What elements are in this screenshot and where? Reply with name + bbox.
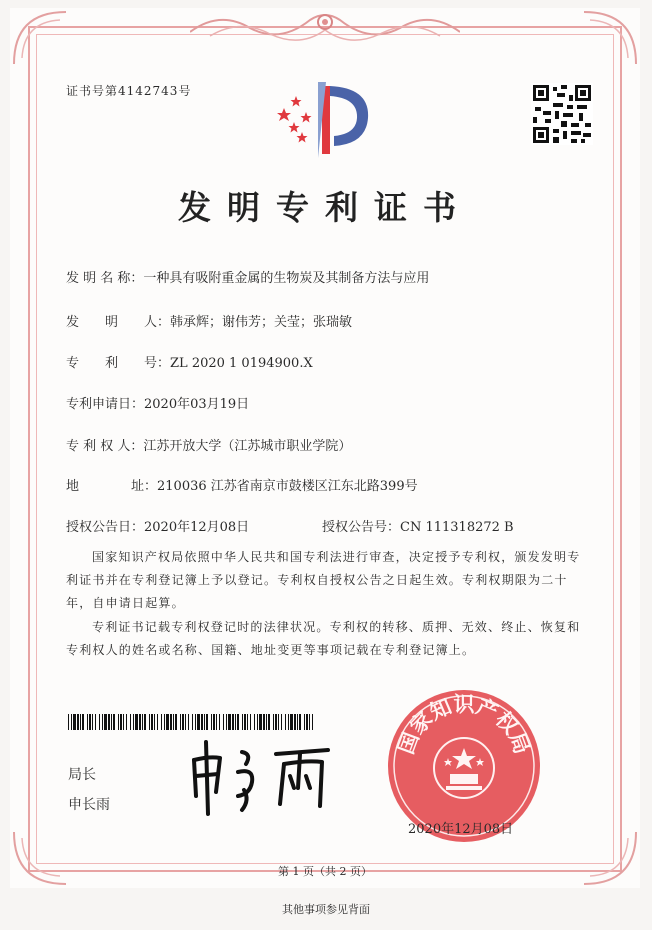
field-grant-number (322, 516, 514, 535)
field-label: 发 明 人： (66, 315, 171, 330)
signature-image (180, 730, 340, 820)
field-address (66, 475, 418, 494)
certificate-page (10, 8, 640, 888)
corner-ornament-br (580, 828, 640, 888)
field-value: ZL 2020 1 0194900.X (170, 356, 313, 371)
field-value: 2020年03月19日 (144, 397, 250, 412)
field-value: 一种具有吸附重金属的生物炭及其制备方法与应用 (143, 271, 430, 286)
barcode-icon (68, 714, 318, 730)
field-label: 授权公告号： (322, 520, 401, 535)
signatory-title: 局长 (68, 767, 96, 783)
seal-date: 2020年12月08日 (408, 822, 514, 837)
field-value: 江苏开放大学（江苏城市职业学院） (143, 439, 352, 454)
certificate-number: 证书号第4142743号 (66, 84, 192, 98)
top-ornament (190, 8, 460, 50)
field-value: 210036 江苏省南京市鼓楼区江东北路399号 (157, 479, 418, 494)
footer-note: 其他事项参见背面 (282, 903, 370, 916)
grant-statement-paragraph: 国家知识产权局依照中华人民共和国专利法进行审查，决定授予专利权，颁发发明专利证书并在专利登记簿上予以登记。专利权自授权公告之日起生效。专利权期限为二十年，自申请日起算。 (66, 550, 581, 610)
legal-status-paragraph: 专利证书记载专利权登记时的法律状况。专利权的转移、质押、无效、终止、恢复和专利权人的姓名或名称、国籍、地址变更等事项记载在专利登记簿上。 (66, 620, 581, 657)
field-value: 2020年12月08日 (144, 520, 250, 535)
page-indicator: 第 1 页（共 2 页） (278, 865, 372, 878)
field-invention-name (66, 267, 429, 286)
field-label: 地 址： (66, 479, 158, 494)
field-value: CN 111318272 B (400, 520, 514, 535)
field-patent-number (66, 352, 313, 371)
field-value: 韩承辉；谢伟芳；关莹；张瑞敏 (170, 315, 353, 330)
field-label: 专 利 号： (66, 356, 171, 371)
field-label: 专利申请日： (66, 397, 145, 412)
field-filing-date (66, 393, 249, 412)
corner-ornament-tl (10, 8, 70, 68)
corner-ornament-bl (10, 828, 70, 888)
cnipa-logo-icon (272, 78, 382, 160)
signatory-name: 申长雨 (68, 797, 110, 813)
certificate-title: 发明专利证书 (178, 188, 472, 227)
qr-code-icon (531, 83, 593, 145)
corner-ornament-tr (580, 8, 640, 68)
field-label: 授权公告日： (66, 520, 145, 535)
field-label: 发 明 名 称： (66, 271, 144, 286)
field-label: 专 利 权 人： (66, 439, 144, 454)
field-inventors (66, 311, 352, 330)
seal-text: 国家知识产权局 (392, 691, 536, 758)
field-grant-date (66, 516, 249, 535)
field-patentee (66, 435, 351, 454)
